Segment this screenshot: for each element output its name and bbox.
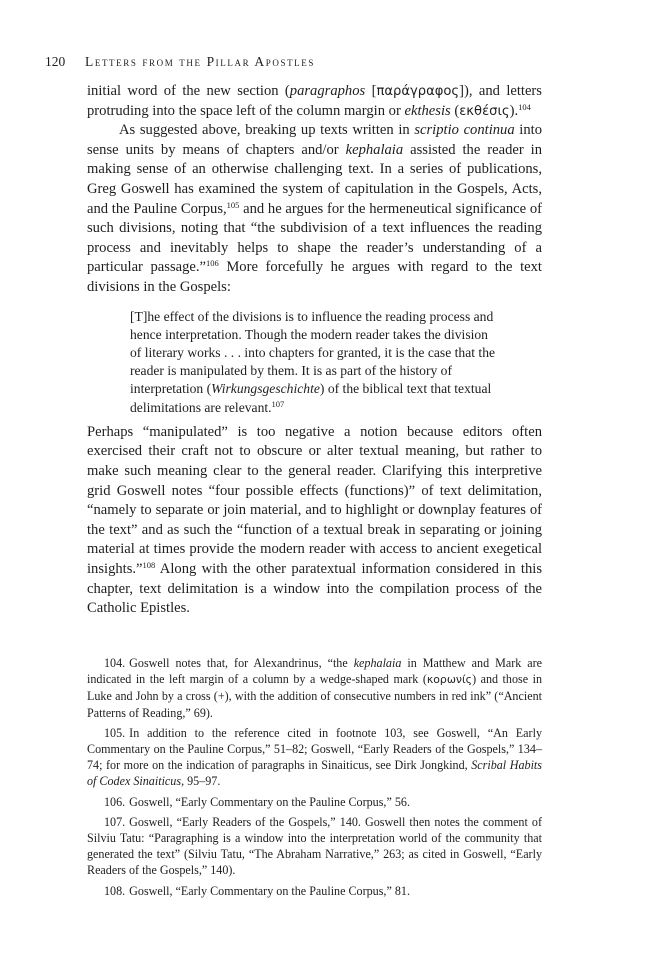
footnote-number: 106. bbox=[104, 794, 126, 809]
greek-term: κορωνίς bbox=[426, 673, 473, 687]
footnote-number: 108. bbox=[104, 883, 126, 898]
footnote-ref[interactable]: 107 bbox=[271, 398, 285, 409]
greek-term: παράγραφος bbox=[376, 84, 460, 99]
footnotes bbox=[87, 655, 542, 903]
footnote-108: 108. Goswell, “Early Commentary on the Pauline Corpus,” 81. bbox=[104, 883, 410, 898]
footnote-number: 105. bbox=[104, 725, 126, 740]
footnote-number: 107. bbox=[104, 814, 126, 829]
page-number: 120 bbox=[45, 54, 66, 69]
footnote-107: 107. Goswell, “Early Readers of the Gospels,” 140. Goswell then notes the comment of Silviu Tatu: “Paragraphing is a window into the interpretation world of the community that generated the text” (Silviu Tatu, “The Abraham Narrative,” 263; as cited in Goswell, “Early Readers of the Gospels,” 140). bbox=[87, 814, 542, 878]
footnote-ref[interactable]: 106 bbox=[206, 258, 219, 269]
paragraph-continuation: initial word of the new section (paragraphos [παράγραφος]), and letters protruding into the space left of the column margin or ekthesis (εκθέσις).$^{104}$ bbox=[87, 83, 542, 119]
footnote-104: 104. Goswell notes that, for Alexandrinus, “the kephalaia in Matthew and Mark are indicated in the left margin of a column by a wedge-shaped mark (κορωνίς) and those in Luke and John by a cross (+), with the addition of consecutive numbers in red ink” (“Ancient Patterns of Reading,” 69). bbox=[87, 656, 542, 720]
running-head bbox=[45, 54, 565, 70]
main-text bbox=[87, 82, 542, 619]
footnote-number: 104. bbox=[104, 656, 126, 670]
term-ekthesis: ekthesis bbox=[404, 102, 451, 119]
footnote-ref[interactable]: 104 bbox=[518, 101, 531, 112]
paragraph: As suggested above, breaking up texts written in scriptio continua into sense units by means of chapters and/or kephalaia assisted the reader in making sense of an otherwise challenging text. In a series of publications, Greg Goswell has examined the system of capitulation in the Gospels, Acts, and the Pauline Corpus,$^{105}$ and he argues for the hermeneutical significance of such divisions, noting that “the subdivision of a text influences the reading process and inevitably helps to shape the reader’s understanding of a particular passage.”$^{106}$ More forcefully he argues with regard to the text divisions in the Gospels: bbox=[87, 122, 543, 295]
footnote-ref[interactable]: 105 bbox=[226, 199, 240, 210]
footnote-106: 106. Goswell, “Early Commentary on the Pauline Corpus,” 56. bbox=[104, 794, 410, 809]
block-quote: [T]he effect of the divisions is to influence the reading process and hence interpretation. Though the modern reader takes the division of literary works . . . into chapters for granted, it is the case that the reader is manipulated by them. It is as part of the history of interpretation (Wirkungsgeschichte) of the biblical text that textual delimitations are relevant.$^{107}$ bbox=[130, 308, 496, 415]
running-head-title: Letters from the Pillar Apostles bbox=[85, 54, 315, 69]
paragraph: Perhaps “manipulated” is too negative a notion because editors often exercised their craft not to obscure or alter textual meaning, but rather to make such meaning clear to the general reader. Clarifying this interpretive grid Goswell notes “four possible effects (functions)” of text delimitation, “namely to separate or join material, and to highlight or downplay features of the text” and as such the “function of a textual break in separating or joining material at times provide the modern reader with access to ancient exegetical insights.”$^{108}$ Along with the other paratextual information considered in this chapter, text delimitation is a window into the compilation process of the Catholic Epistles. bbox=[87, 423, 542, 617]
term-paragraphos: paragraphos bbox=[289, 83, 366, 99]
greek-term: εκθέσις bbox=[459, 103, 510, 119]
footnote-ref[interactable]: 108 bbox=[142, 559, 156, 570]
footnote-105: 105. In addition to the reference cited in footnote 103, see Goswell, “An Early Commentary on the Pauline Corpus,” 51–82; Goswell, “Early Readers of the Gospels,” 134–74; for more on the indication of paragraphs in Sinaiticus, see Dirk Jongkind, Scribal Habits of Codex Sinaiticus, 95–97. bbox=[87, 725, 542, 789]
